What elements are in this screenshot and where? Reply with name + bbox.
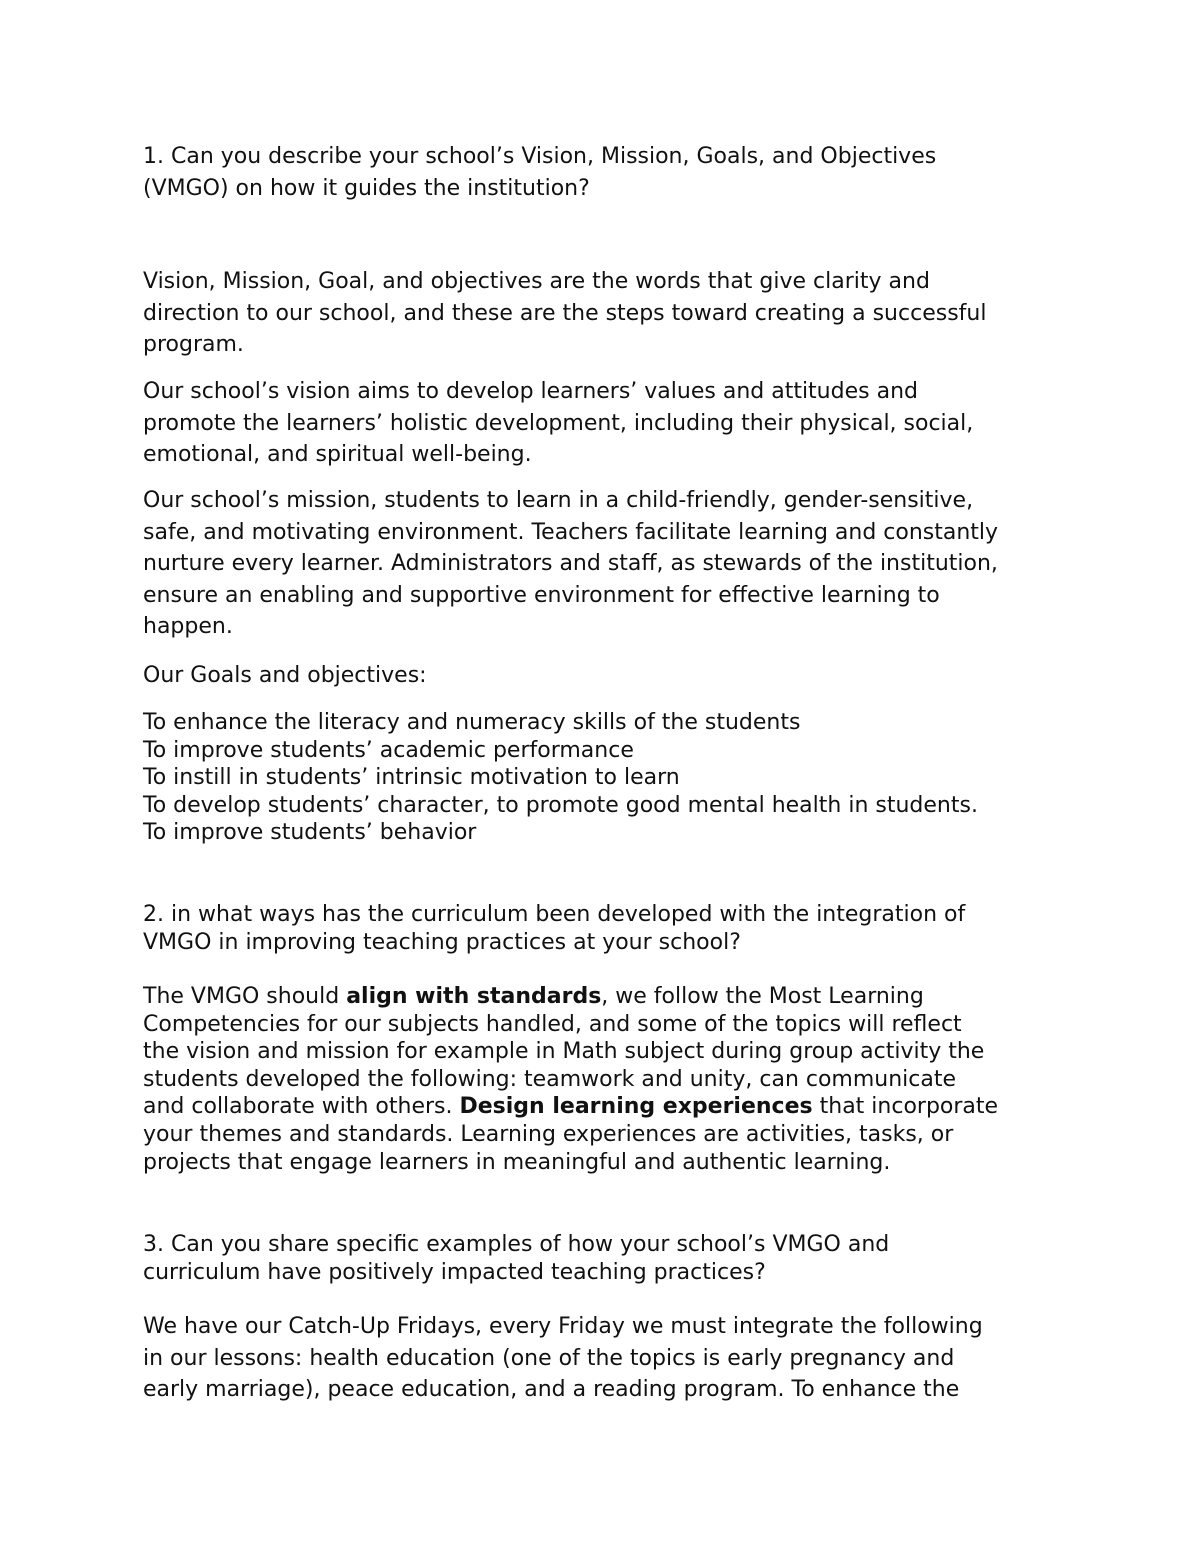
q1-question-line: (VMGO) on how it guides the institution? [143,175,590,201]
paragraph-line: students developed the following: teamwork and unity, can communicate [143,1066,957,1092]
paragraph-line: promote the learners’ holistic development, including their physical, social, [143,410,974,436]
q1-question-line: 1. Can you describe your school’s Vision, Mission, Goals, and Objectives [143,144,937,169]
paragraph-line: your themes and standards. Learning experiences are activities, tasks, or [143,1121,954,1147]
paragraph-line: emotional, and spiritual well-being. [143,442,532,467]
q3-question-line: curriculum have positively impacted teaching practices? [143,1259,766,1285]
paragraph-line: happen. [143,614,233,639]
q3-question-line: 3. Can you share specific examples of how your school’s VMGO and [143,1232,890,1257]
paragraph-line: We have our Catch-Up Fridays, every Friday we must integrate the following [143,1314,983,1339]
paragraph-line: and collaborate with others. Design learning experiences that incorporate [143,1094,999,1120]
paragraph-line: the vision and mission for example in Math subject during group activity the [143,1039,985,1065]
paragraph-line: Our school’s mission, students to learn in a child-friendly, gender-sensitive, [143,488,974,513]
paragraph-line: Competencies for our subjects handled, and some of the topics will reflect [143,1011,962,1037]
goals-heading: Our Goals and objectives: [143,663,427,688]
q3-question [143,1231,1083,1286]
q1-answer-paragraph-2 [143,376,1083,471]
goal-item: To enhance the literacy and numeracy skills of the students [143,710,801,735]
bold-phrase: align with standards [346,984,602,1009]
goal-item: To improve students’ behavior [143,820,477,846]
paragraph-line: ensure an enabling and supportive environment for effective learning to [143,582,940,608]
goal-item: To develop students’ character, to promote good mental health in students. [143,792,978,818]
paragraph-line: Our school’s vision aims to develop learners’ values and attitudes and [143,379,918,404]
goal-item: To instill in students’ intrinsic motivation to learn [143,765,680,791]
q1-answer-paragraph-1 [143,266,1083,361]
paragraph-line: program. [143,332,244,357]
paragraph-line: nurture every learner. Administrators and staff, as stewards of the institution, [143,551,998,576]
q1-question [143,141,1083,204]
q2-question-line: VMGO in improving teaching practices at your school? [143,929,741,955]
bold-phrase: Design learning experiences [459,1094,813,1120]
q3-answer [143,1311,1083,1406]
paragraph-line: Vision, Mission, Goal, and objectives are the words that give clarity and [143,269,930,294]
paragraph-line: The VMGO should align with standards, we follow the Most Learning [143,984,924,1009]
q2-question [143,901,1083,956]
paragraph-line: in our lessons: health education (one of the topics is early pregnancy and [143,1345,955,1371]
q1-answer-paragraph-3 [143,485,1083,643]
paragraph-line: early marriage), peace education, and a reading program. To enhance the [143,1377,960,1402]
goal-item: To improve students’ academic performance [143,737,634,763]
paragraph-line: projects that engage learners in meaningful and authentic learning. [143,1149,891,1175]
paragraph-line: direction to our school, and these are the steps toward creating a successful [143,300,987,326]
q2-answer [143,983,1083,1176]
q2-question-line: 2. in what ways has the curriculum been developed with the integration of [143,902,966,927]
goals-list [143,709,1083,847]
paragraph-line: safe, and motivating environment. Teachers facilitate learning and constantly [143,519,999,545]
